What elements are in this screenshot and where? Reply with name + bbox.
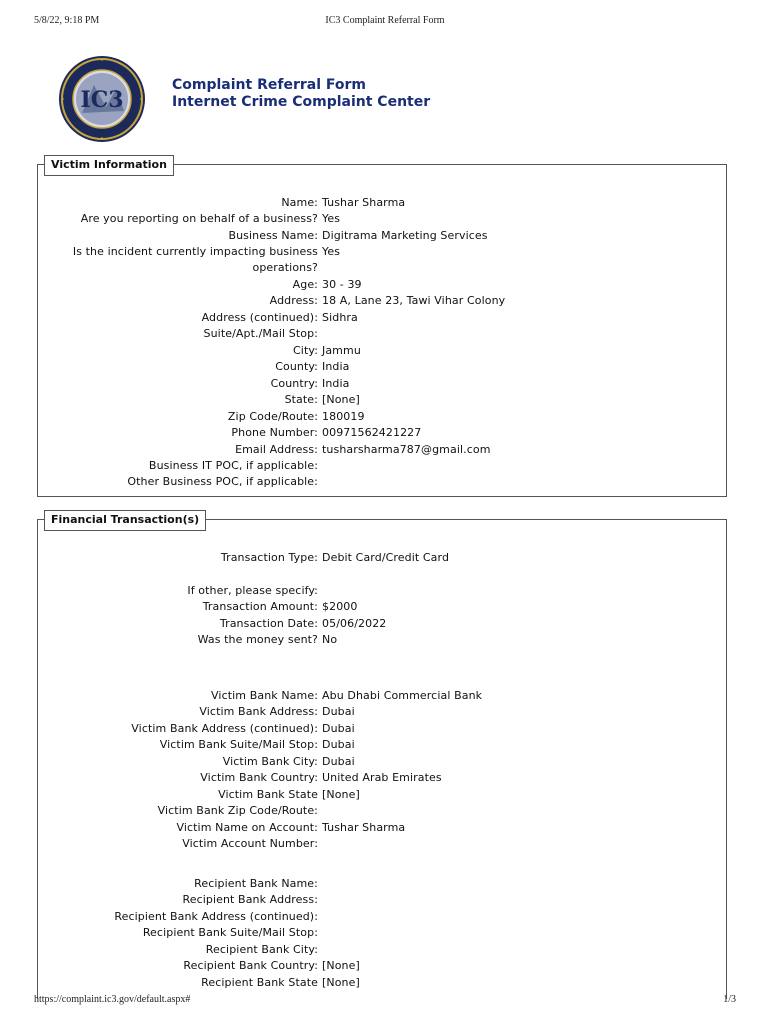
print-footer: [0, 994, 770, 1010]
form-subtitle: Internet Crime Complaint Center: [172, 94, 431, 110]
field-value: Yes: [322, 245, 341, 258]
field-label: Transaction Amount:: [202, 600, 318, 613]
field-label: State:: [284, 393, 318, 406]
field-value: 30 - 39: [322, 278, 362, 291]
field-label: Email Address:: [235, 443, 318, 456]
print-header: [0, 15, 770, 31]
field-label: Recipient Bank Name:: [194, 877, 318, 890]
print-page-number: 1/3: [723, 994, 736, 1005]
field-label: Transaction Type:: [220, 551, 318, 564]
field-label: Address (continued):: [201, 311, 318, 324]
field-label: Recipient Bank City:: [205, 943, 318, 956]
field-label: Victim Bank Address:: [199, 705, 318, 718]
field-value: Tushar Sharma: [322, 821, 406, 834]
field-label: Zip Code/Route:: [227, 410, 318, 423]
field-label: Business IT POC, if applicable:: [148, 459, 318, 472]
field-value: 05/06/2022: [322, 617, 387, 630]
print-title: IC3 Complaint Referral Form: [325, 15, 445, 26]
field-value: Dubai: [322, 705, 355, 718]
field-value: Yes: [322, 212, 341, 225]
seal-text: IC3: [80, 87, 124, 113]
field-value: tusharsharma787@gmail.com: [322, 443, 491, 456]
field-value: Digitrama Marketing Services: [322, 229, 488, 242]
field-value: Sidhra: [322, 311, 358, 324]
field-label: Other Business POC, if applicable:: [127, 475, 318, 488]
field-label: Victim Bank Suite/Mail Stop:: [159, 738, 318, 751]
field-label: Victim Bank Name:: [211, 689, 318, 702]
field-label: Victim Bank Country:: [200, 771, 318, 784]
field-value: [None]: [322, 393, 360, 406]
print-url: https://complaint.ic3.gov/default.aspx#: [34, 994, 191, 1005]
field-value: [None]: [322, 959, 360, 972]
field-label: Recipient Bank Country:: [183, 959, 318, 972]
field-value: India: [322, 377, 350, 390]
form-title: Complaint Referral Form: [172, 77, 366, 93]
field-value: India: [322, 360, 350, 373]
field-label: County:: [275, 360, 318, 373]
field-value: Debit Card/Credit Card: [322, 551, 450, 564]
section-legend: Victim Information: [44, 155, 174, 176]
field-value: 18 A, Lane 23, Tawi Vihar Colony: [322, 294, 506, 307]
field-label: Business Name:: [228, 229, 318, 242]
field-label: Suite/Apt./Mail Stop:: [203, 327, 318, 340]
field-label: Country:: [270, 377, 318, 390]
field-label: Victim Bank Zip Code/Route:: [157, 804, 318, 817]
field-label: Recipient Bank State: [201, 976, 318, 989]
financial-transactions-section: [37, 513, 727, 999]
print-datetime: 5/8/22, 9:18 PM: [34, 15, 100, 26]
field-value: [None]: [322, 788, 360, 801]
field-label: Phone Number:: [231, 426, 318, 439]
field-value: United Arab Emirates: [322, 771, 442, 784]
field-value: 00971562421227: [322, 426, 422, 439]
field-label: Recipient Bank Suite/Mail Stop:: [142, 926, 318, 939]
field-label: City:: [293, 344, 318, 357]
field-label: Recipient Bank Address:: [182, 893, 318, 906]
field-label: Victim Bank City:: [222, 755, 318, 768]
field-label: Name:: [281, 196, 318, 209]
field-label: Was the money sent?: [197, 633, 318, 646]
field-label: Victim Account Number:: [182, 837, 318, 850]
field-value: Abu Dhabi Commercial Bank: [322, 689, 483, 702]
section-legend: Financial Transaction(s): [44, 510, 206, 531]
field-label: Victim Name on Account:: [176, 821, 318, 834]
field-label: Transaction Date:: [219, 617, 318, 630]
field-label: Are you reporting on behalf of a business?: [80, 212, 318, 225]
field-label: Age:: [292, 278, 318, 291]
ic3-seal-logo: [58, 55, 146, 143]
field-label: Recipient Bank Address (continued):: [114, 910, 318, 923]
field-value: Dubai: [322, 755, 355, 768]
field-label: Victim Bank State: [218, 788, 318, 801]
field-value: [None]: [322, 976, 360, 989]
field-label: If other, please specify:: [187, 584, 318, 597]
field-value: Tushar Sharma: [322, 196, 406, 209]
field-value: Dubai: [322, 722, 355, 735]
field-label: Is the incident currently impacting business operations?: [72, 245, 318, 275]
field-value: No: [322, 633, 338, 646]
field-value: $2000: [322, 600, 358, 613]
form-title-block: [172, 77, 430, 111]
field-value: 180019: [322, 410, 365, 423]
victim-information-section: [37, 158, 727, 497]
field-value: Dubai: [322, 738, 355, 751]
field-label: Address:: [269, 294, 318, 307]
field-value: Jammu: [322, 344, 361, 357]
field-label: Victim Bank Address (continued):: [131, 722, 318, 735]
